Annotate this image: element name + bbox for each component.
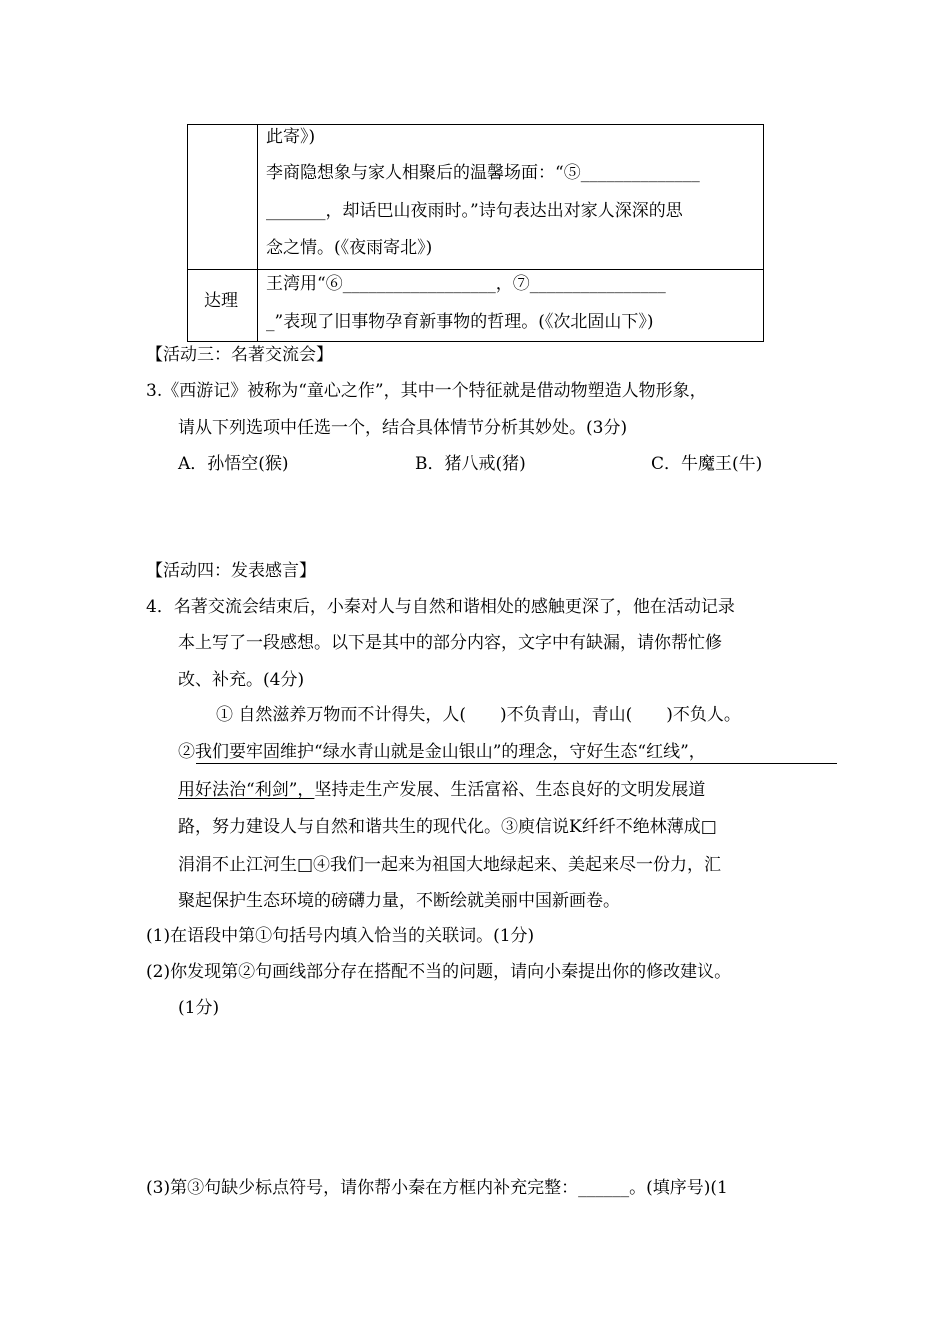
table-cell-line: 李商隐想象与家人相聚后的温馨场面：“⑤______________	[266, 163, 700, 183]
option-c: C．牛魔王(牛)	[651, 454, 763, 474]
subquestion-3: (3)第③句缺少标点符号，请你帮小秦在方框内补充完整：______。(填序号)(1	[146, 1178, 728, 1198]
subquestion-2: (2)你发现第②句画线部分存在搭配不当的问题，请向小秦提出你的修改建议。	[146, 962, 732, 982]
passage-text: 坚持走生产发展、生活富裕、生态良好的文明发展道	[314, 780, 706, 800]
passage-underline	[196, 763, 837, 764]
passage-line: 路，努力建设人与自然和谐共生的现代化。③庾信说K纤纤不绝林薄成□	[178, 817, 717, 837]
subquestion-1: (1)在语段中第①句括号内填入恰当的关联词。(1分)	[146, 926, 535, 946]
question4-text: 本上写了一段感想。以下是其中的部分内容，文字中有缺漏，请你帮忙修	[178, 633, 722, 653]
table-column-divider	[257, 124, 258, 342]
activity4-heading: 【活动四：发表感言】	[146, 561, 316, 581]
passage-line: 涓涓不止江河生□④我们一起来为祖国大地绿起来、美起来尽一份力，汇	[178, 855, 722, 875]
question3-text: 3.《西游记》被称为“童心之作”，其中一个特征就是借动物塑造人物形象，	[146, 381, 707, 401]
passage-line-underlined: ②我们要牢固维护“绿水青山就是金山银山”的理念，守好生态“红线”，	[178, 742, 706, 762]
table-row-divider	[187, 269, 764, 270]
option-b: B．猪八戒(猪)	[415, 454, 526, 474]
table-cell-line: 念之情。(《夜雨寄北》)	[266, 238, 433, 258]
table-row-label: 达理	[204, 291, 238, 311]
passage-line: 聚起保护生态环境的磅礴力量，不断绘就美丽中国新画卷。	[178, 891, 620, 911]
question4-text: 4．名著交流会结束后，小秦对人与自然和谐相处的感触更深了，他在活动记录	[146, 597, 735, 617]
option-a: A．孙悟空(猴)	[178, 454, 289, 474]
table-cell-line: _______，却话巴山夜雨时。”诗句表达出对家人深深的思	[266, 201, 683, 221]
passage-line	[178, 780, 705, 800]
question3-text: 请从下列选项中任选一个，结合具体情节分析其妙处。(3分)	[178, 418, 628, 438]
underlined-phrase: 用好法治“利剑”，	[178, 780, 315, 800]
subquestion-2-score: (1分)	[178, 998, 220, 1018]
question4-text: 改、补充。(4分)	[178, 670, 305, 690]
table-cell-line: 此寄》)	[266, 127, 316, 147]
passage-line: ① 自然滋养万物而不计得失，人( )不负青山，青山( )不负人。	[216, 705, 741, 725]
poetry-table	[187, 124, 764, 342]
table-cell-line: _”表现了旧事物孕育新事物的哲理。(《次北固山下》)	[266, 312, 654, 332]
table-cell-line: 王湾用“⑥__________________，⑦________________	[266, 274, 666, 294]
activity3-heading: 【活动三：名著交流会】	[146, 345, 333, 365]
